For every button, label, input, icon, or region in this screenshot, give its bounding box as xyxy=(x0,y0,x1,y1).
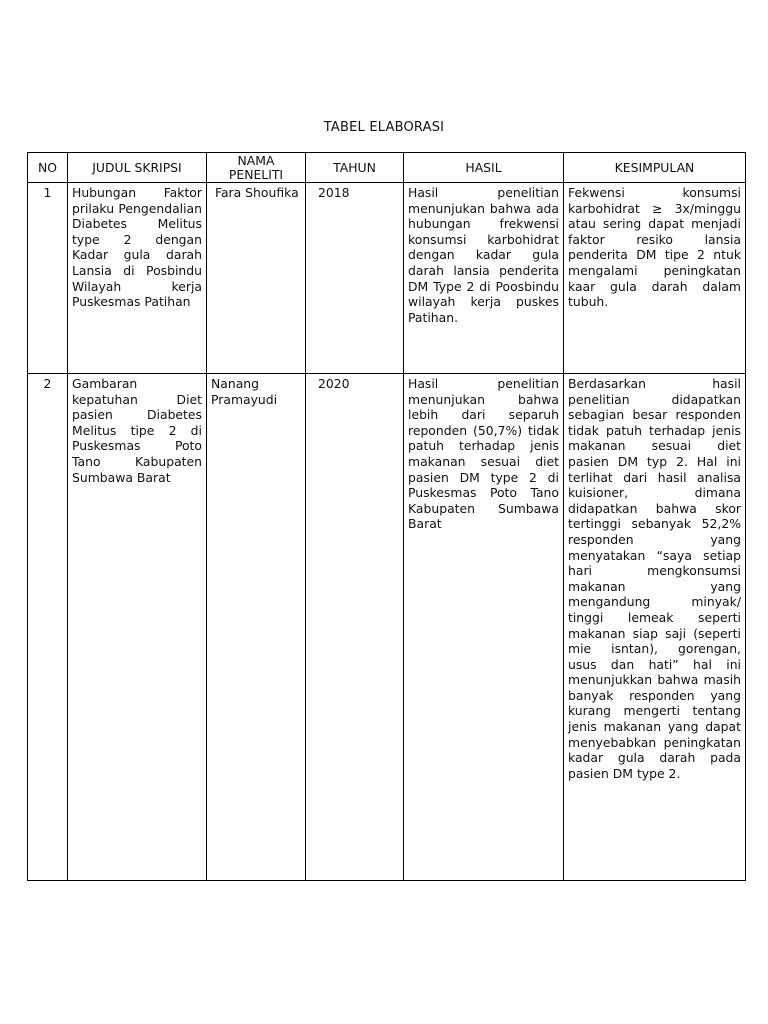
cell-kesimpulan: Fekwensi konsumsi karbohidrat ≥ 3x/minggu atau sering dapat menjadi faktor resiko lansia penderita DM tipe 2 ntuk mengalami peningkatan kaar gula darah dalam tubuh. xyxy=(564,183,746,374)
page-title: TABEL ELABORASI xyxy=(323,120,445,135)
header-tahun: TAHUN xyxy=(306,153,404,183)
header-judul-skripsi: JUDUL SKRIPSI xyxy=(68,153,207,183)
header-no: NO xyxy=(28,153,68,183)
cell-kesimpulan: Berdasarkan hasil penelitian didapatkan sebagian besar responden tidak patuh terhadap jenis makanan sesuai diet pasien DM typ 2. Hal ini terlihat dari hasil analisa kuisioner, dimana didapatkan bahwa skor tertinggi sebanyak 52,2% responden yang menyatakan “saya setiap hari mengkonsumsi makanan yang mengandung minyak/ tinggi lemeak seperti makanan siap saji (seperti mie isntan), gorengan, usus dan hati” hal ini menunjukkan bahwa masih banyak responden yang kurang mengerti tentang jenis makanan yang dapat menyebabkan peningkatan kadar gula darah pada pasien DM type 2. xyxy=(564,374,746,881)
header-row xyxy=(28,153,746,183)
cell-tahun: 2020 xyxy=(306,374,404,881)
cell-judul-skripsi: Hubungan Faktor prilaku Pengendalian Diabetes Melitus type 2 dengan Kadar gula darah Lansia di Posbindu Wilayah kerja Puskesmas Patihan xyxy=(68,183,207,374)
header-kesimpulan: KESIMPULAN xyxy=(564,153,746,183)
table-row xyxy=(28,183,746,374)
cell-no: 2 xyxy=(28,374,68,881)
cell-tahun: 2018 xyxy=(306,183,404,374)
cell-hasil: Hasil penelitian menunjukan bahwa lebih dari separuh reponden (50,7%) tidak patuh terhadap jenis makanan sesuai diet pasien DM type 2 di Puskesmas Poto Tano Kabupaten Sumbawa Barat xyxy=(404,374,564,881)
cell-nama-peneliti: Fara Shoufika xyxy=(207,183,306,374)
elaboration-table xyxy=(27,152,746,881)
header-nama-peneliti: NAMA PENELITI xyxy=(207,153,306,183)
cell-no: 1 xyxy=(28,183,68,374)
cell-judul-skripsi: Gambaran kepatuhan Diet pasien Diabetes Melitus tipe 2 di Puskesmas Poto Tano Kabupaten Sumbawa Barat xyxy=(68,374,207,881)
header-hasil: HASIL xyxy=(404,153,564,183)
cell-hasil: Hasil penelitian menunjukan bahwa ada hubungan frekwensi konsumsi karbohidrat dengan kadar gula darah lansia penderita DM Type 2 di Poosbindu wilayah kerja puskes Patihan. xyxy=(404,183,564,374)
cell-nama-peneliti: Nanang Pramayudi xyxy=(207,374,306,881)
table-row xyxy=(28,374,746,881)
